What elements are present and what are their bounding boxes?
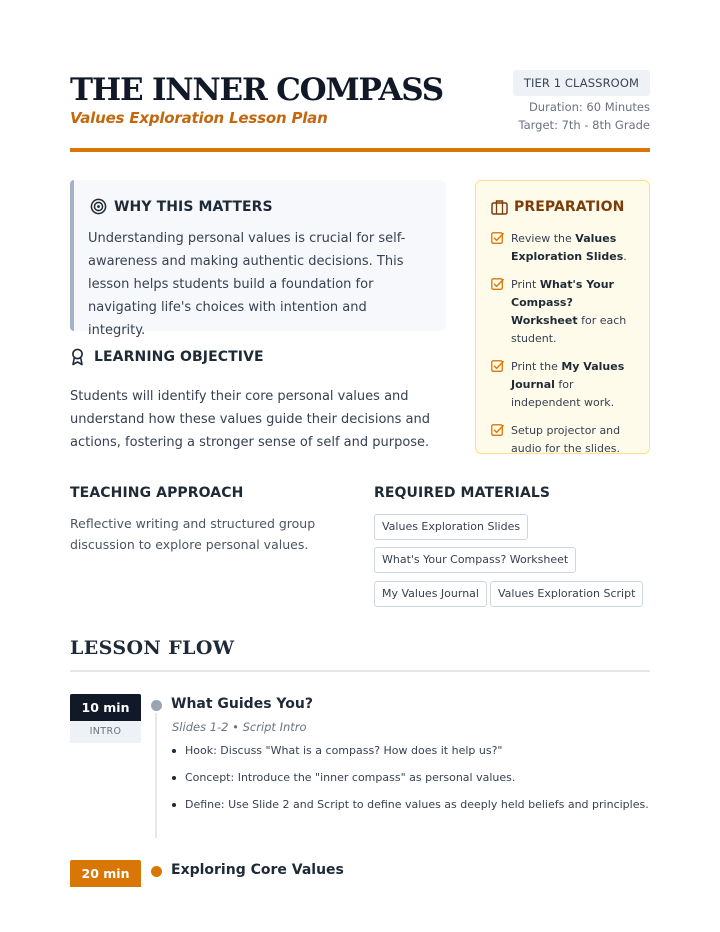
objective-heading-row [70,348,264,366]
lesson-plan-page [70,0,650,932]
step-title: What Guides You? [171,696,313,712]
checkbox-checked-icon [491,424,504,437]
target-text: Target: 7th - 8th Grade [518,118,650,132]
tier-badge: TIER 1 CLASSROOM [513,70,650,96]
header-divider [70,148,650,152]
material-chip: My Values Journal [374,581,487,607]
step-subtitle: Slides 1-2 • Script Intro [172,720,307,734]
preparation-heading-row [491,199,624,215]
why-heading-row [90,198,273,215]
checkbox-checked-icon [491,232,504,245]
preparation-card [475,180,650,454]
preparation-list [491,230,641,468]
why-this-matters-card [70,180,446,338]
lesson-flow-divider [70,670,650,672]
preparation-item [491,422,641,458]
preparation-item-text: Review the Values Exploration Slides. [511,232,627,263]
award-ribbon-icon [70,348,85,366]
step-time-badge: 20 min [70,860,141,887]
timeline-dot [151,700,162,711]
step-bullet: Define: Use Slide 2 and Script to define values as deeply held beliefs and principles. [171,797,641,813]
preparation-heading: PREPARATION [514,199,625,215]
page-title: THE INNER COMPASS [70,72,443,108]
step-bullet: Hook: Discuss "What is a compass? How does it help us?" [171,743,641,759]
duration-text: Duration: 60 Minutes [528,100,650,114]
material-chip: Values Exploration Slides [374,514,528,540]
preparation-item [491,230,641,266]
step-phase-tag: INTRO [70,721,141,743]
why-text: Understanding personal values is crucial for self-awareness and making authentic decisions. This lesson helps students build a foundation for navigating life's choices with intention and integrity. [88,231,406,338]
briefcase-icon [491,199,508,215]
step-bullet: Concept: Introduce the "inner compass" as personal values. [171,770,641,786]
step-bullet-list [171,743,649,824]
checkbox-checked-icon [491,278,504,291]
teaching-approach-text: Reflective writing and structured group discussion to explore personal values. [70,516,316,552]
objective-heading: LEARNING OBJECTIVE [94,349,264,365]
material-chip: What's Your Compass? Worksheet [374,547,576,573]
page-subtitle: Values Exploration Lesson Plan [70,109,328,127]
target-icon [90,198,107,215]
why-heading: WHY THIS MATTERS [114,198,273,215]
material-chip: Values Exploration Script [490,581,643,607]
checkbox-checked-icon [491,360,504,373]
required-materials-heading: REQUIRED MATERIALS [374,485,551,501]
objective-text: Students will identify their core personal values and understand how these values guide their decisions and actions, fostering a stronger sense of self and purpose. [70,389,431,450]
step-title: Exploring Core Values [171,862,344,878]
lesson-flow-heading: LESSON FLOW [70,637,235,659]
timeline-line [155,713,157,838]
preparation-item [491,276,641,348]
preparation-item-text: Print the My Values Journal for independent work. [511,360,625,409]
teaching-approach-heading: TEACHING APPROACH [70,485,244,501]
timeline-dot [151,866,162,877]
step-time-badge: 10 min [70,694,141,721]
preparation-item-text: Print What's Your Compass? Worksheet for each student. [511,278,627,345]
preparation-item [491,358,641,412]
preparation-item-text: Setup projector and audio for the slides. [511,424,621,455]
